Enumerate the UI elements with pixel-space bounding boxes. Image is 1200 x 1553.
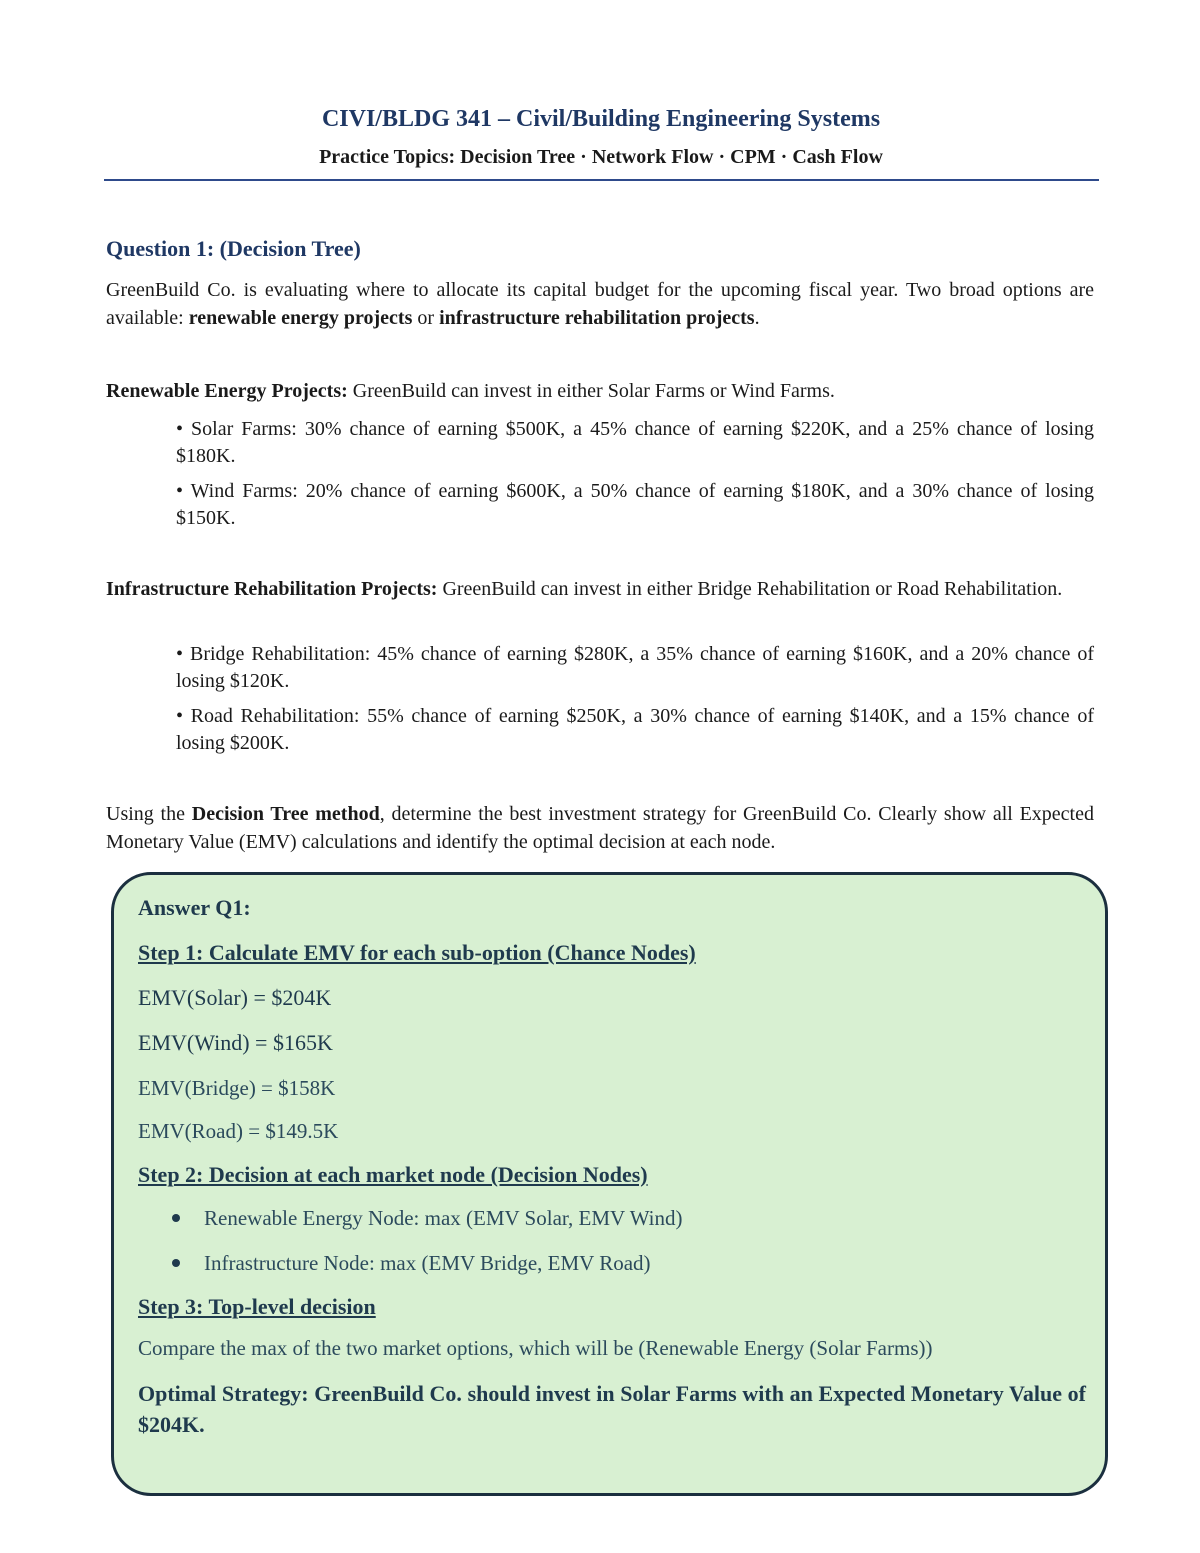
course-title: CIVI/BLDG 341 – Civil/Building Engineering Systems [321,106,881,132]
instruction-text-1: Using the [106,803,192,825]
renewable-label: Renewable Energy Projects: [106,380,348,402]
renewable-text: GreenBuild can invest in either Solar Farms or Wind Farms. [347,380,835,402]
step3-heading: Step 3: Top-level decision [138,1294,376,1319]
step2-heading: Step 2: Decision at each market node (Decision Nodes) [138,1162,648,1187]
infrastructure-paragraph [106,575,1094,603]
emv-wind: EMV(Wind) = $165K [138,1030,333,1055]
renewable-node-text: Renewable Energy Node: max (EMV Solar, EMV Wind) [204,1206,683,1230]
compare-text: Compare the max of the two market options, which will be (Renewable Energy (Solar Farms)) [138,1336,933,1360]
intro-text: GreenBuild Co. is evaluating where to allocate its capital budget for the upcoming fiscal year. Two broad options are available: [106,279,1094,329]
list-item-road: • Road Rehabilitation: 55% chance of earning $250K, a 30% chance of earning $140K, and a 15% chance of losing $200K. [176,705,1094,754]
list-item-wind: • Wind Farms: 20% chance of earning $600K, a 50% chance of earning $180K, and a 30% chance of losing $150K. [176,480,1094,529]
intro-bold-infrastructure: infrastructure rehabilitation projects [439,307,755,329]
emv-bridge: EMV(Bridge) = $158K [138,1076,336,1100]
list-item-infrastructure-node [172,1251,651,1276]
bullet-dot [172,1214,180,1222]
optimal-strategy: Optimal Strategy: GreenBuild Co. should invest in Solar Farms with an Expected Monetary Value of $204K. [138,1381,1086,1437]
header-divider [104,179,1099,181]
infrastructure-node-text: Infrastructure Node: max (EMV Bridge, EMV Road) [204,1251,651,1275]
list-item-solar: • Solar Farms: 30% chance of earning $500K, a 45% chance of earning $220K, and a 25% chance of losing $180K. [176,418,1094,467]
renewable-paragraph [106,377,1094,405]
emv-road: EMV(Road) = $149.5K [138,1119,339,1143]
intro-or: or [412,307,440,329]
course-subtitle: Practice Topics: Decision Tree · Network Flow · CPM · Cash Flow [319,146,883,168]
bullet-dot [172,1259,180,1267]
step1-heading: Step 1: Calculate EMV for each sub-option (Chance Nodes) [138,940,696,965]
question-heading: Question 1: (Decision Tree) [106,236,361,261]
instruction-bold: Decision Tree method [191,803,380,825]
infrastructure-text: GreenBuild can invest in either Bridge Rehabilitation or Road Rehabilitation. [437,578,1063,600]
list-item-renewable-node [172,1206,683,1231]
emv-solar: EMV(Solar) = $204K [138,985,332,1010]
list-item-bridge: • Bridge Rehabilitation: 45% chance of earning $280K, a 35% chance of earning $160K, and a 20% chance of losing $120K. [176,643,1094,692]
intro-bold-renewable: renewable energy projects [188,307,413,329]
instruction-text-2: , determine the best investment strategy for GreenBuild Co. Clearly show all Expected Monetary Value (EMV) calculations and identify the optimal decision at each node. [106,803,1094,853]
answer-heading: Answer Q1: [138,895,251,920]
intro-end: . [754,307,760,329]
question-intro [106,276,1094,332]
instruction-paragraph [106,800,1094,856]
infrastructure-label: Infrastructure Rehabilitation Projects: [106,578,438,600]
